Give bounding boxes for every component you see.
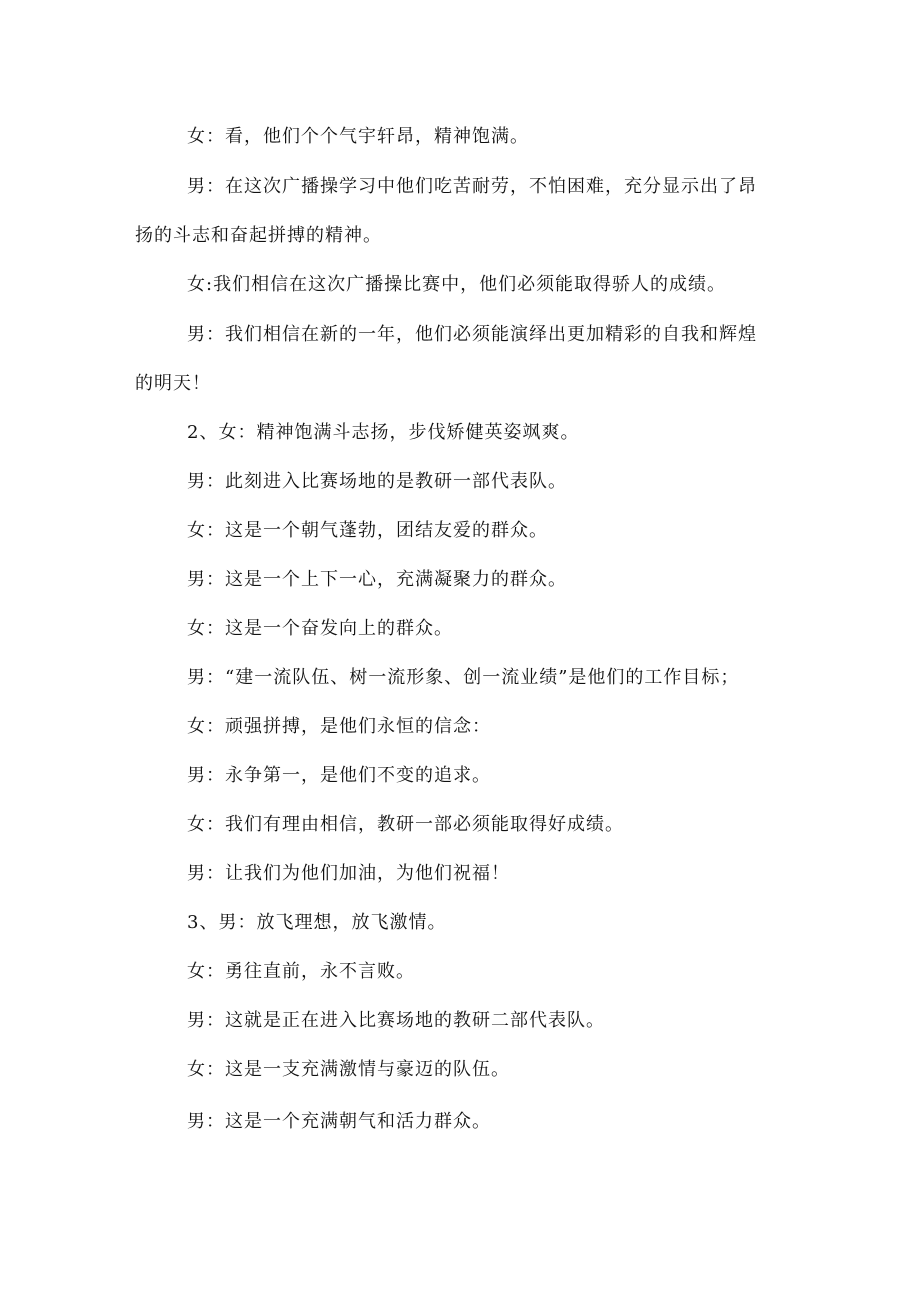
dialogue-line: 女：这是一个朝气蓬勃，团结友爱的群众。 [187, 520, 548, 541]
dialogue-line: 男：“建一流队伍、树一流形象、创一流业绩”是他们的工作目标； [187, 667, 740, 688]
section-heading-line: 2、女：精神饱满斗志扬，步伐矫健英姿飒爽。 [187, 422, 580, 443]
dialogue-line: 男：我们相信在新的一年，他们必须能演绎出更加精彩的自我和辉煌 [187, 324, 757, 345]
dialogue-line: 女：顽强拼搏，是他们永恒的信念： [187, 716, 491, 737]
dialogue-line: 女：这是一个奋发向上的群众。 [187, 618, 453, 639]
dialogue-line: 女:我们相信在这次广播操比赛中，他们必须能取得骄人的成绩。 [187, 274, 727, 295]
dialogue-line: 女：这是一支充满激情与豪迈的队伍。 [187, 1059, 510, 1080]
dialogue-line: 男：永争第一，是他们不变的追求。 [187, 765, 491, 786]
dialogue-line-continuation: 扬的斗志和奋起拼搏的精神。 [135, 225, 382, 246]
dialogue-line: 女：我们有理由相信，教研一部必须能取得好成绩。 [187, 814, 624, 835]
section-heading-line: 3、男：放飞理想，放飞激情。 [187, 912, 447, 933]
dialogue-line: 女：勇往直前，永不言败。 [187, 961, 415, 982]
dialogue-line: 男：此刻进入比赛场地的是教研一部代表队。 [187, 471, 567, 492]
dialogue-line-continuation: 的明天！ [135, 373, 211, 394]
dialogue-line: 男：这是一个充满朝气和活力群众。 [187, 1111, 491, 1132]
dialogue-line: 男：这是一个上下一心，充满凝聚力的群众。 [187, 569, 567, 590]
dialogue-line: 男：在这次广播操学习中他们吃苦耐劳，不怕困难，充分显示出了昂 [187, 176, 757, 197]
dialogue-line: 男：这就是正在进入比赛场地的教研二部代表队。 [187, 1010, 605, 1031]
dialogue-line: 男：让我们为他们加油，为他们祝福！ [187, 863, 510, 884]
dialogue-line: 女：看，他们个个气宇轩昂，精神饱满。 [187, 126, 529, 147]
